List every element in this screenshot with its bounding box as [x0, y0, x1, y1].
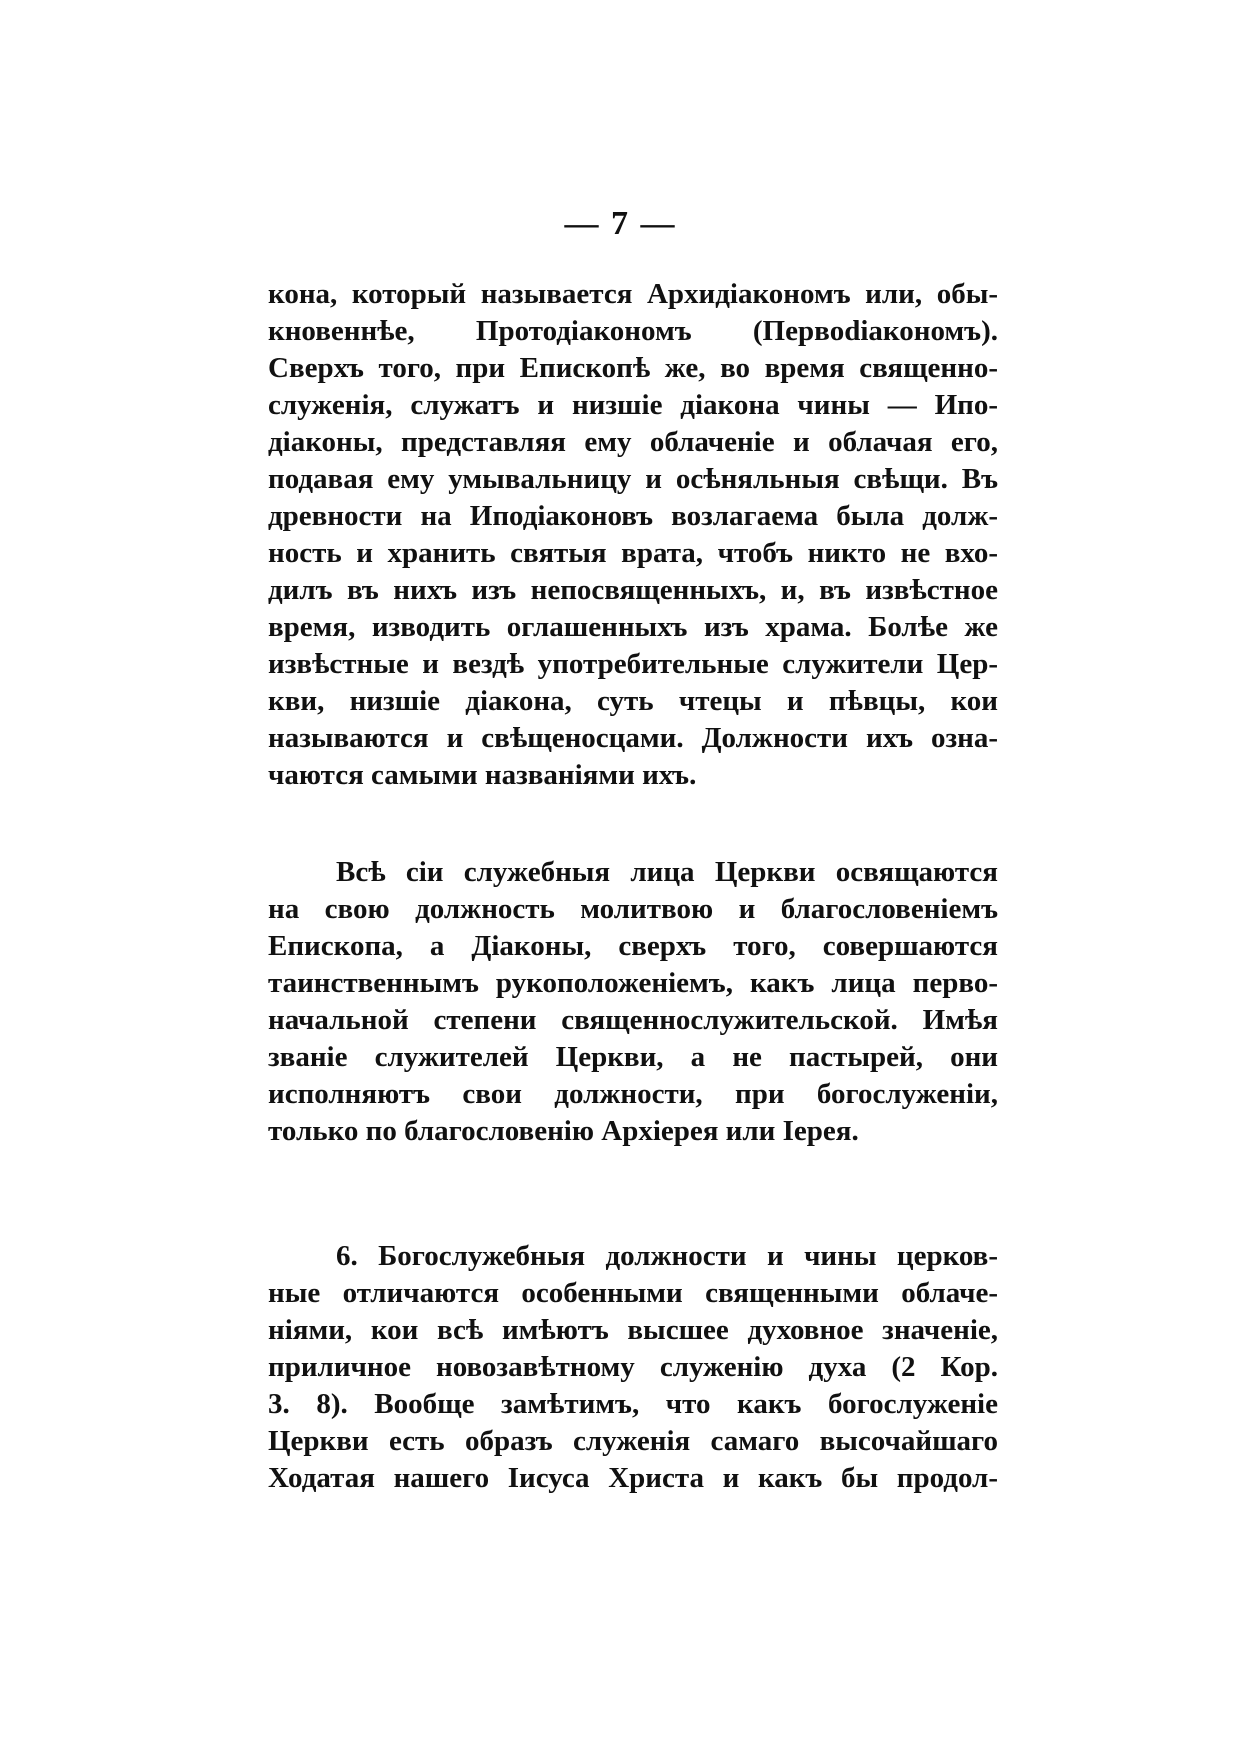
paragraph-2: [268, 854, 998, 1150]
text-line: называются и свѣщеносцами. Должности ихъ озна-: [268, 722, 998, 754]
paragraph-1: [268, 276, 998, 794]
text-line: кви, низшіе діакона, суть чтецы и пѣвцы, кои: [268, 685, 998, 717]
text-line: кновеннѣе, Протодіакономъ (Первodiакономъ).: [268, 315, 998, 347]
text-line: діаконы, представляя ему облаченіе и облачая его,: [268, 426, 998, 458]
text-line: Церкви есть образъ служенія самаго высочайшаго: [268, 1425, 998, 1457]
text-line: на свою должность молитвою и благословеніемъ: [268, 893, 998, 925]
text-line: ные отличаются особенными священными облаче-: [268, 1277, 998, 1309]
text-line: подавая ему умывальницу и осѣняльныя свѣщи. Въ: [268, 463, 998, 495]
page-number: — 7 —: [564, 205, 677, 242]
text-line: извѣстные и вездѣ употребительные служители Цер-: [268, 648, 998, 680]
text-line: дилъ въ нихъ изъ непосвященныхъ, и, въ извѣстное: [268, 574, 998, 606]
text-line: начальной степени священнослужительской. Имѣя: [268, 1004, 998, 1036]
text-line: исполняютъ свои должности, при богослуженіи,: [268, 1078, 998, 1110]
text-line: 3. 8). Вообще замѣтимъ, что какъ богослуженіе: [268, 1388, 998, 1420]
text-line: чаются самыми названіями ихъ.: [268, 759, 697, 791]
text-line: только по благословенію Архіерея или Іерея.: [268, 1115, 859, 1147]
text-line: Епископа, а Діаконы, сверхъ того, совершаются: [268, 930, 998, 962]
paragraph-3: [268, 1238, 998, 1497]
text-line: 6. Богослужебныя должности и чины церков-: [336, 1240, 998, 1272]
text-line: время, изводить оглашенныхъ изъ храма. Болѣе же: [268, 611, 998, 643]
text-line: таинственнымъ рукоположеніемъ, какъ лица перво-: [268, 967, 998, 999]
text-line: Всѣ сіи служебныя лица Церкви освящаются: [336, 856, 998, 888]
text-line: Сверхъ того, при Епископѣ же, во время священно-: [268, 352, 998, 384]
text-line: кона, который называется Архидіакономъ или, обы-: [268, 278, 998, 310]
text-line: ность и хранить святыя врата, чтобъ никто не вхо-: [268, 537, 998, 569]
text-line: Ходатая нашего Іисуса Христа и какъ бы продол-: [268, 1462, 998, 1494]
text-line: древности на Иподіаконовъ возлагаема была долж-: [268, 500, 998, 532]
text-line: служенія, служатъ и низшіе діакона чины — Ипо-: [268, 389, 998, 421]
text-line: ніями, кои всѣ имѣютъ высшее духовное значеніе,: [268, 1314, 998, 1346]
text-line: приличное новозавѣтному служенію духа (2 Кор.: [268, 1351, 998, 1383]
text-line: званіе служителей Церкви, а не пастырей, они: [268, 1041, 998, 1073]
